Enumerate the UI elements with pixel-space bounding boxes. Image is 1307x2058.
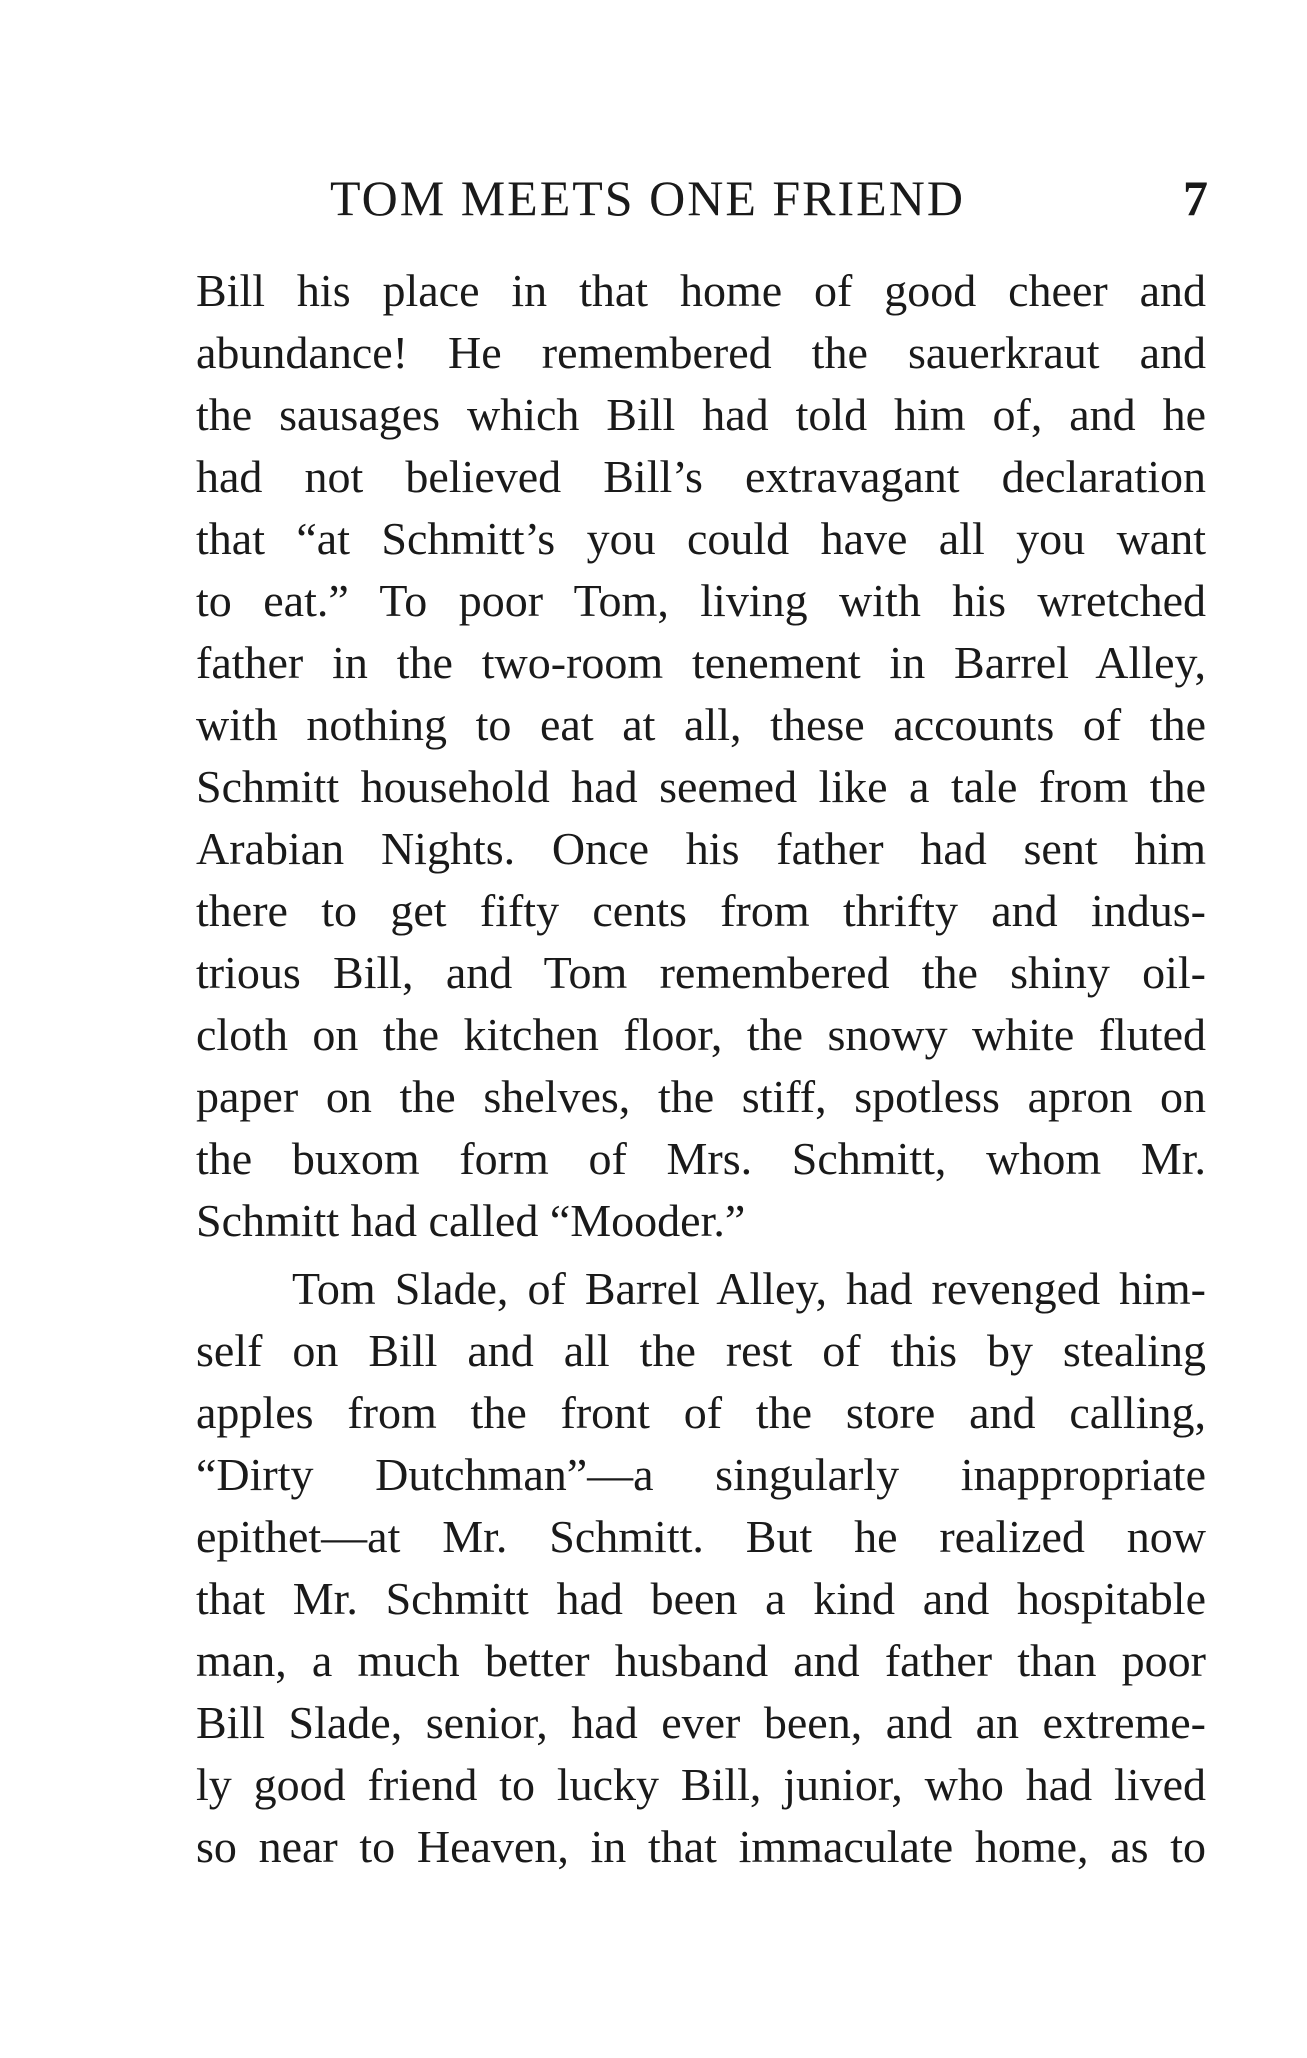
running-head (330, 168, 1210, 228)
paragraph (196, 260, 1206, 1252)
text-line: ly good friend to lucky Bill, junior, who had lived (196, 1759, 1206, 1810)
text-line: Arabian Nights. Once his father had sent him (196, 823, 1206, 874)
text-line: to eat.” To poor Tom, living with his wretched (196, 575, 1206, 626)
running-title: TOM MEETS ONE FRIEND (330, 170, 965, 226)
text-line: Schmitt household had seemed like a tale from the (196, 761, 1206, 812)
text-line: abundance! He remembered the sauerkraut and (196, 327, 1206, 378)
text-line: man, a much better husband and father than poor (196, 1635, 1206, 1686)
text-line: trious Bill, and Tom remembered the shiny oil- (196, 947, 1206, 998)
text-line: paper on the shelves, the stiff, spotless apron on (196, 1071, 1206, 1122)
text-line: Bill his place in that home of good cheer and (196, 265, 1206, 316)
text-line: that Mr. Schmitt had been a kind and hospitable (196, 1573, 1206, 1624)
text-line: with nothing to eat at all, these accounts of the (196, 699, 1206, 750)
text-line: Schmitt had called “Mooder.” (196, 1195, 746, 1246)
body-text (196, 260, 1206, 1878)
text-line: the sausages which Bill had told him of, and he (196, 389, 1206, 440)
text-line: epithet—at Mr. Schmitt. But he realized now (196, 1511, 1206, 1562)
text-line: so near to Heaven, in that immaculate home, as to (196, 1821, 1206, 1872)
text-line: that “at Schmitt’s you could have all you want (196, 513, 1206, 564)
paragraph (196, 1258, 1206, 1878)
text-line: self on Bill and all the rest of this by stealing (196, 1325, 1206, 1376)
text-line: the buxom form of Mrs. Schmitt, whom Mr. (196, 1133, 1206, 1184)
text-line: Tom Slade, of Barrel Alley, had revenged him- (292, 1263, 1206, 1314)
text-line: “Dirty Dutchman”—a singularly inappropriate (196, 1449, 1206, 1500)
page-number: 7 (1183, 170, 1210, 226)
text-line: cloth on the kitchen floor, the snowy white fluted (196, 1009, 1206, 1060)
text-line: father in the two-room tenement in Barrel Alley, (196, 637, 1206, 688)
text-line: had not believed Bill’s extravagant declaration (196, 451, 1206, 502)
text-line: Bill Slade, senior, had ever been, and an extreme- (196, 1697, 1206, 1748)
text-line: there to get fifty cents from thrifty and indus- (196, 885, 1206, 936)
text-line: apples from the front of the store and calling, (196, 1387, 1206, 1438)
